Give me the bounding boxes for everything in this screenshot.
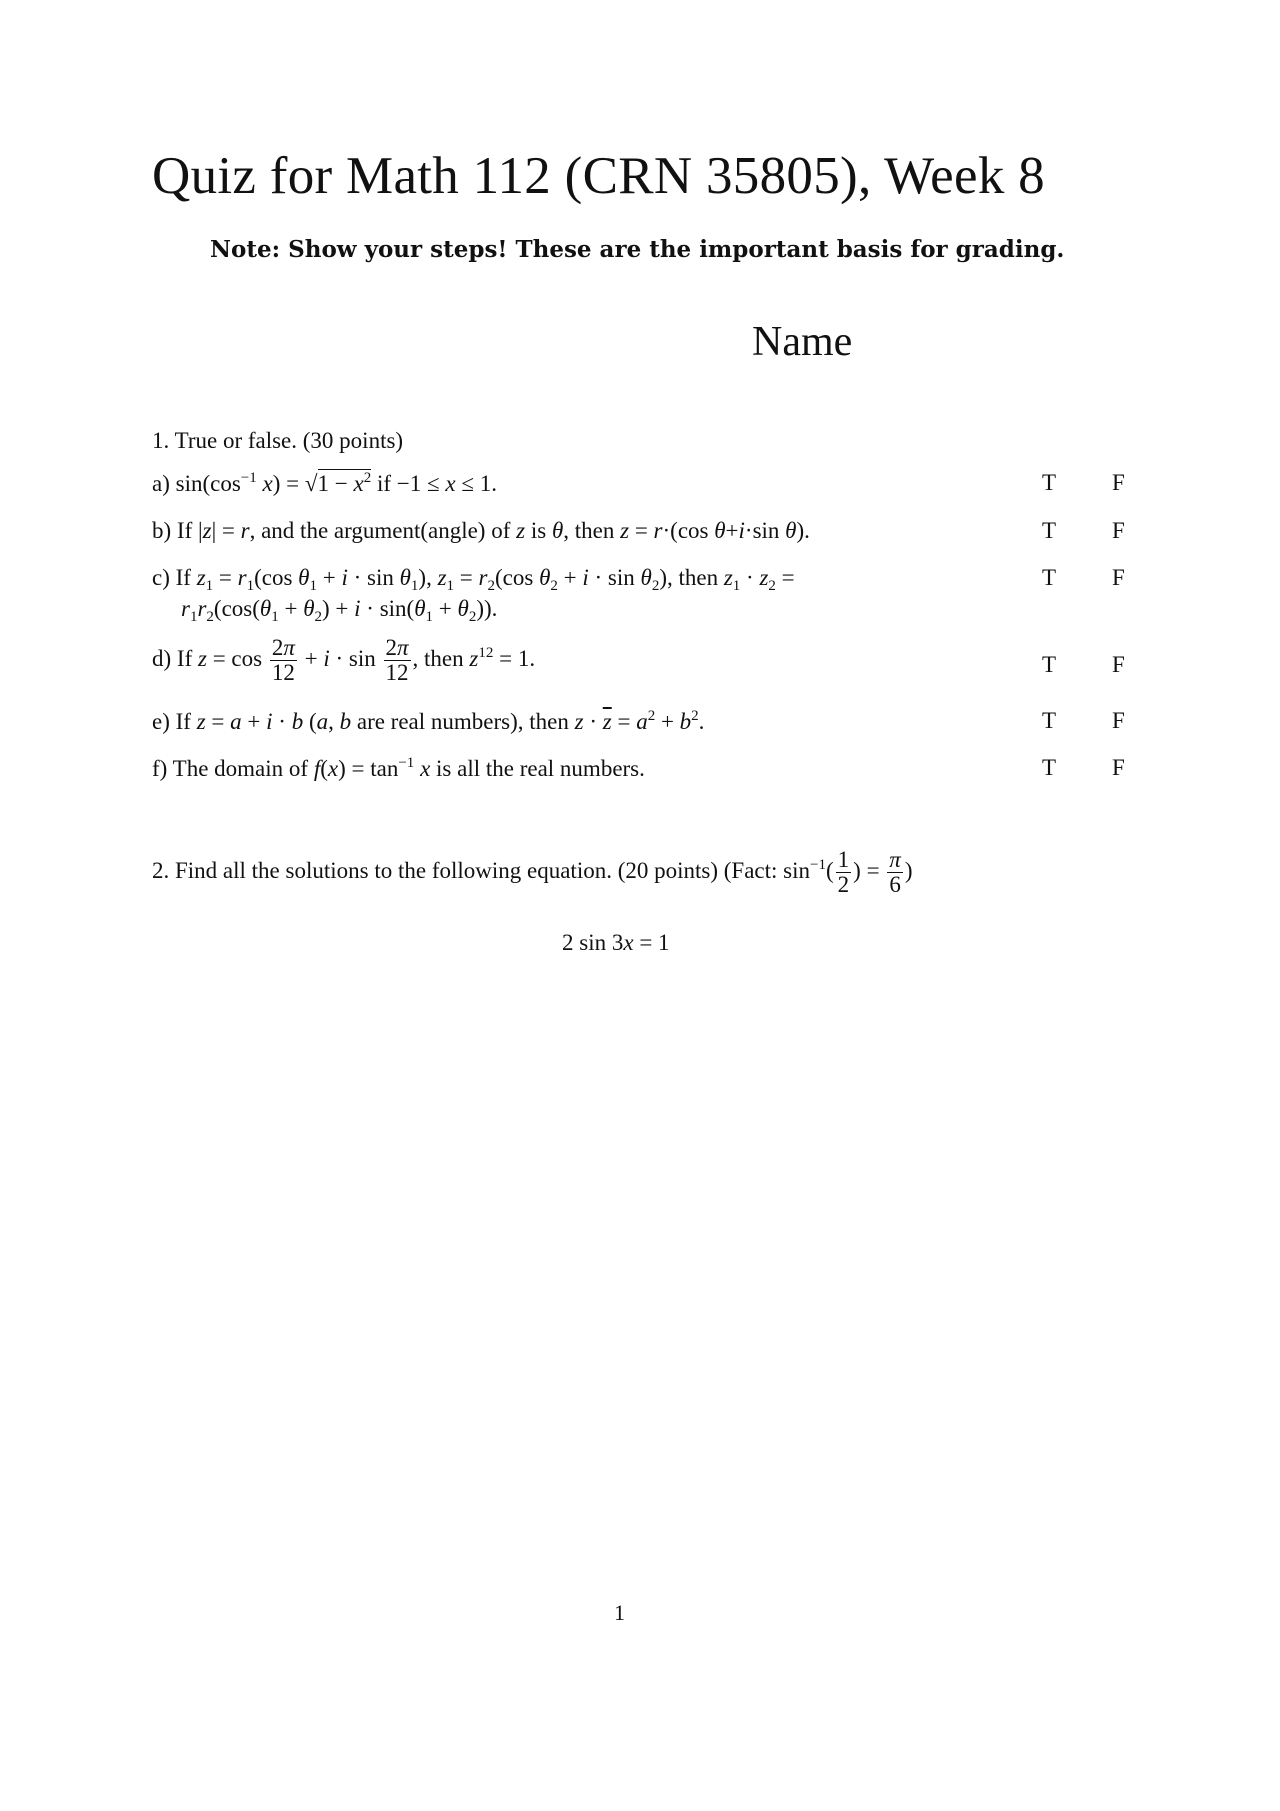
- item-label: b): [152, 518, 172, 543]
- true-option-e[interactable]: T: [1042, 708, 1057, 733]
- q2-heading: 2. Find all the solutions to the following equation. (20 points) (Fact: $\sin^{-1}$( $\frac{1}{2}$ ) = $\frac{\pi}{6}$ ): [152, 847, 913, 898]
- false-option-e[interactable]: F: [1112, 708, 1125, 733]
- true-option-c[interactable]: T: [1042, 565, 1057, 590]
- q1-item-f: f) The domain of $f(x) = \tan^{-1} x$ is all the real numbers.: [152, 755, 645, 781]
- item-label: e): [152, 709, 170, 734]
- q1-item-c-cont: $r_1r_2(\cos(\theta_1 + \theta_2) + i \cdot \sin(\theta_1 + \theta_2))$.: [181, 596, 498, 625]
- true-option-d[interactable]: T: [1042, 652, 1057, 677]
- false-option-a[interactable]: F: [1112, 470, 1125, 495]
- q1-item-a: a) $\sin(\cos^{-1}$ $x) = √1 - x^2$ if −1 ≤ x ≤ 1.: [152, 470, 497, 496]
- item-label: c): [152, 565, 170, 590]
- q2-equation: 2 sin 3x = 1: [562, 930, 670, 955]
- q1-item-e: e) If z = a + i · b (a, b are real numbers), then $z \cdot \overline{z} = a^2 + b^2$.: [152, 708, 705, 734]
- false-option-c[interactable]: F: [1112, 565, 1125, 590]
- page-number: 1: [614, 1600, 625, 1625]
- q1-item-d: d) If z = cos $\frac{2\pi}{12}$ + i · sin $\frac{2\pi}{12}$ , then $z^{12} = 1$.: [152, 635, 536, 686]
- item-label: a): [152, 471, 170, 496]
- page-title: Quiz for Math 112 (CRN 35805), Week 8: [152, 147, 1045, 205]
- name-field[interactable]: [752, 318, 852, 366]
- grading-note: Note: Show your steps! These are the important basis for grading.: [210, 236, 1065, 263]
- q1-item-b: b) If |z| = r, and the argument(angle) of z is θ, then z = r·(cos θ+i·sin θ).: [152, 518, 810, 543]
- item-label: d): [152, 645, 172, 671]
- q1-heading: 1. True or false. (30 points): [152, 428, 404, 453]
- q1-item-c: c) If $z_1 = r_1(\cos$ $\theta_1 + i \cdot \sin \theta_1$), $z_1 = r_2(\cos$ $\theta_2 + i \cdot \sin \theta_2$), then $z_1 \cdot z_2$ =: [152, 565, 795, 594]
- true-option-b[interactable]: T: [1042, 518, 1057, 543]
- false-option-b[interactable]: F: [1112, 518, 1125, 543]
- name-label: Name: [752, 319, 853, 365]
- true-option-a[interactable]: T: [1042, 470, 1057, 495]
- false-option-f[interactable]: F: [1112, 755, 1125, 780]
- true-option-f[interactable]: T: [1042, 755, 1057, 780]
- false-option-d[interactable]: F: [1112, 652, 1125, 677]
- item-label: f): [152, 756, 168, 781]
